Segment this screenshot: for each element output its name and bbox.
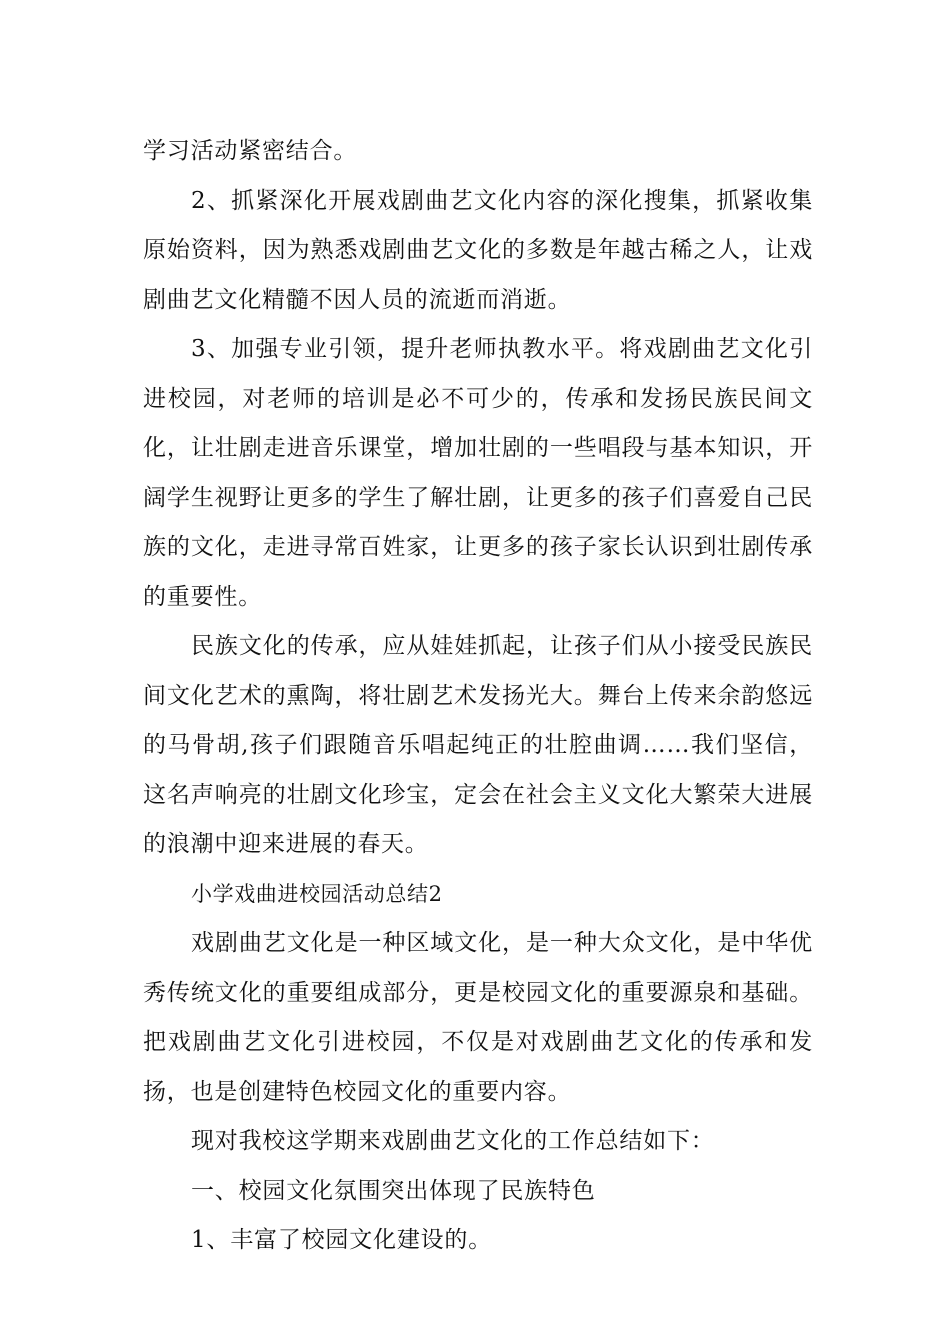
paragraph-conclusion: 民族文化的传承，应从娃娃抓起，让孩子们从小接受民族民间文化艺术的熏陶，将壮剧艺术发扬光大。舞台上传来余韵悠远的马骨胡,孩子们跟随音乐唱起纯正的壮腔曲调……我们坚信，这名声响亮的壮剧文化珍宝，定会在社会主义文化大繁荣大进展的浪潮中迎来进展的春天。 [143,633,813,857]
list-item-1: 1、丰富了校园文化建设的。 [191,1227,493,1253]
section-heading: 小学戏曲进校园活动总结2 [191,881,443,906]
paragraph-item-2: 2、抓紧深化开展戏剧曲艺文化内容的深化搜集，抓紧收集原始资料，因为熟悉戏剧曲艺文化的多数是年越古稀之人，让戏剧曲艺文化精髓不因人员的流逝而消逝。 [143,187,813,313]
paragraph-item-3: 3、加强专业引领，提升老师执教水平。将戏剧曲艺文化引进校园，对老师的培训是必不可少的，传承和发扬民族民间文化，让壮剧走进音乐课堂，增加壮剧的一些唱段与基本知识，开阔学生视野让更多的学生了解壮剧，让更多的孩子们喜爱自己民族的文化，走进寻常百姓家，让更多的孩子家长认识到壮剧传承的重要性。 [143,336,813,610]
document-body [143,127,813,1266]
paragraph-summary-lead: 现对我校这学期来戏剧曲艺文化的工作总结如下： [191,1128,715,1154]
paragraph-continuation: 学习活动紧密结合。 [143,138,358,164]
subheading-section-one: 一、校园文化氛围突出体现了民族特色 [191,1177,596,1204]
paragraph-intro: 戏剧曲艺文化是一种区域文化，是一种大众文化，是中华优秀传统文化的重要组成部分，更是校园文化的重要源泉和基础。把戏剧曲艺文化引进校园，不仅是对戏剧曲艺文化的传承和发扬，也是创建特色校园文化的重要内容。 [143,930,813,1105]
